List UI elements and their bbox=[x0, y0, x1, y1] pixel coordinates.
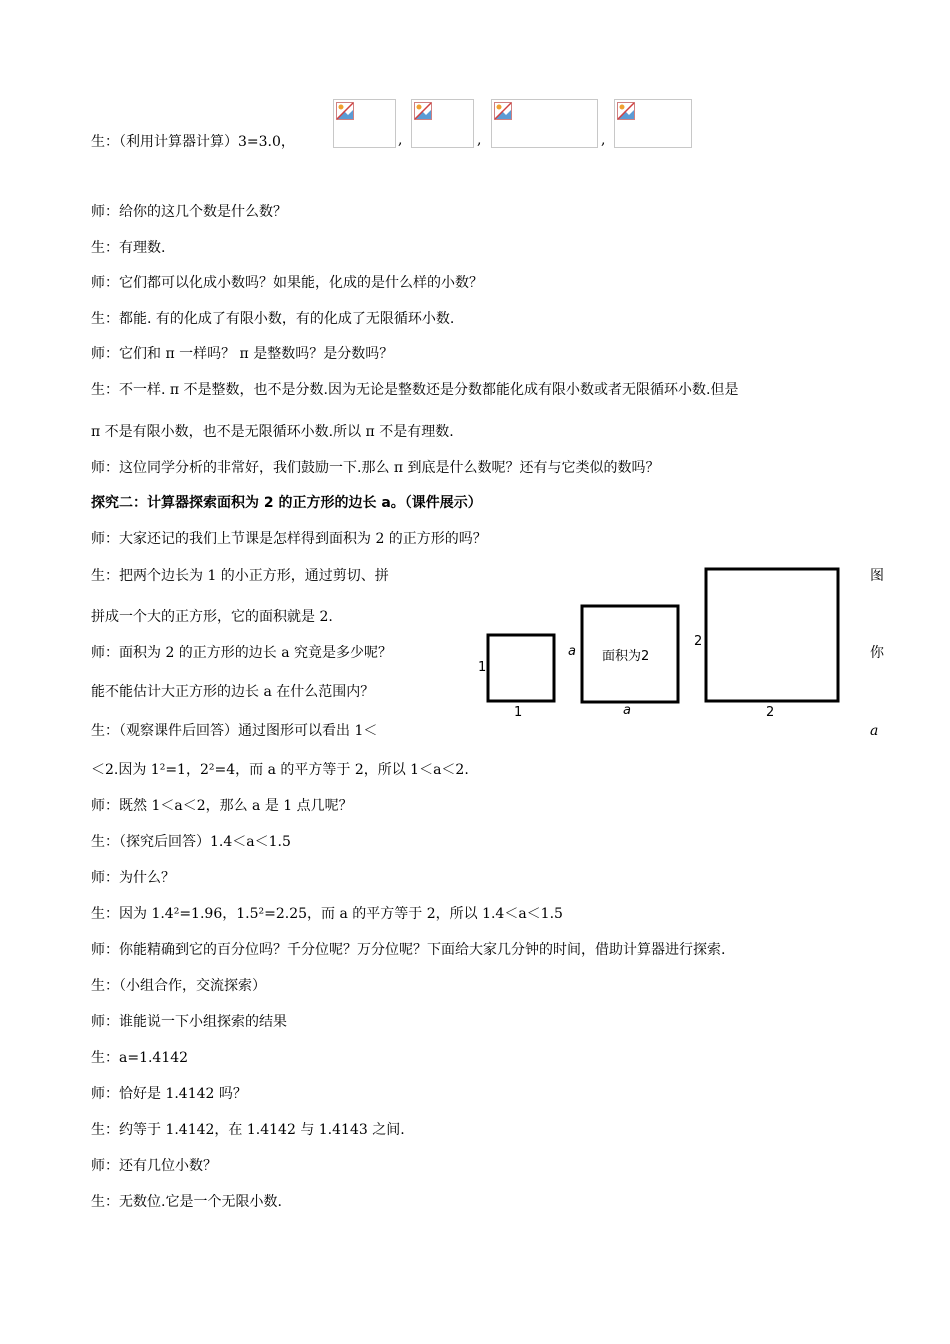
text-line-6: 师：它们和 π 一样吗？ π 是整数吗？是分数吗？ bbox=[91, 346, 394, 362]
squares-figure bbox=[476, 563, 876, 723]
image-placeholder-1 bbox=[333, 99, 396, 148]
square-3-bottom-label: 2 bbox=[766, 705, 775, 720]
square-2-side-label: a bbox=[568, 644, 576, 659]
section-heading: 探究二：计算器探索面积为 2 的正方形的边长 a。（课件展示） bbox=[91, 495, 482, 511]
broken-image-icon bbox=[336, 102, 354, 120]
text-line-8: π 不是有限小数，也不是无限循环小数.所以 π 不是有理数. bbox=[91, 424, 454, 440]
area-label: 面积为2 bbox=[602, 649, 650, 664]
image-placeholder-3 bbox=[491, 99, 598, 148]
text-line-3: 生：有理数. bbox=[91, 240, 166, 256]
text-line-24: 师：谁能说一下小组探索的结果 bbox=[91, 1014, 287, 1030]
text-line-12-tail: 图 bbox=[870, 568, 884, 584]
text-line-21: 生：因为 1.4²=1.96，1.5²=2.25，而 a 的平方等于 2，所以 1.4＜a＜1.5 bbox=[91, 906, 563, 922]
separator-comma-3: , bbox=[601, 132, 606, 148]
square-3-side-label: 2 bbox=[694, 634, 703, 649]
text-line-29: 生：无数位.它是一个无限小数. bbox=[91, 1194, 282, 1210]
text-line-16: 生：（观察课件后回答）通过图形可以看出 1＜ bbox=[91, 723, 378, 739]
text-line-17: ＜2.因为 1²=1，2²=4，而 a 的平方等于 2，所以 1＜a＜2. bbox=[91, 762, 469, 778]
image-placeholder-2 bbox=[411, 99, 474, 148]
text-line-19: 生：（探究后回答）1.4＜a＜1.5 bbox=[91, 834, 291, 850]
text-line-4: 师：它们都可以化成小数吗？如果能，化成的是什么样的小数？ bbox=[91, 275, 483, 291]
text-line-18: 师：既然 1＜a＜2，那么 a 是 1 点几呢？ bbox=[91, 798, 353, 814]
text-line-14-tail: 你 bbox=[870, 645, 884, 661]
text-line-22: 师：你能精确到它的百分位吗？千分位呢？万分位呢？下面给大家几分钟的时间，借助计算器进行探索. bbox=[91, 942, 726, 958]
square-2-bottom-label: a bbox=[623, 703, 631, 718]
square-1-side-label: 1 bbox=[478, 660, 487, 675]
square-1-bottom-label: 1 bbox=[514, 705, 523, 720]
text-line-27: 生：约等于 1.4142，在 1.4142 与 1.4143 之间. bbox=[91, 1122, 405, 1138]
text-line-2: 师：给你的这几个数是什么数？ bbox=[91, 204, 287, 220]
text-line-23: 生：（小组合作，交流探索） bbox=[91, 978, 266, 994]
text-line-11: 师：大家还记的我们上节课是怎样得到面积为 2 的正方形的吗？ bbox=[91, 531, 487, 547]
text-line-5: 生：都能. 有的化成了有限小数，有的化成了无限循环小数. bbox=[91, 311, 455, 327]
text-line-26: 师：恰好是 1.4142 吗？ bbox=[91, 1086, 247, 1102]
square-side-2 bbox=[706, 569, 838, 701]
broken-image-icon bbox=[414, 102, 432, 120]
text-line-20: 师：为什么？ bbox=[91, 870, 175, 886]
text-line-9: 师：这位同学分析的非常好，我们鼓励一下.那么 π 到底是什么数呢？还有与它类似的数吗？ bbox=[91, 460, 660, 476]
image-placeholder-4 bbox=[614, 99, 692, 148]
square-side-1 bbox=[488, 635, 554, 701]
text-line-7: 生：不一样. π 不是整数，也不是分数.因为无论是整数还是分数都能化成有限小数或者无限循环小数.但是 bbox=[91, 382, 739, 398]
text-line-14: 师：面积为 2 的正方形的边长 a 究竟是多少呢？ bbox=[91, 645, 393, 661]
text-line-13: 拼成一个大的正方形，它的面积就是 2. bbox=[91, 609, 333, 625]
broken-image-icon bbox=[617, 102, 635, 120]
separator-comma-1: , bbox=[398, 132, 403, 148]
text-line-12: 生：把两个边长为 1 的小正方形，通过剪切、拼 bbox=[91, 568, 389, 584]
text-line-1: 生：（利用计算器计算）3=3.0， bbox=[91, 134, 295, 150]
text-line-16-tail: a bbox=[870, 723, 879, 739]
text-line-15: 能不能估计大正方形的边长 a 在什么范围内？ bbox=[91, 684, 375, 700]
text-line-25: 生：a=1.4142 bbox=[91, 1050, 189, 1066]
text-line-28: 师：还有几位小数？ bbox=[91, 1158, 217, 1174]
separator-comma-2: , bbox=[477, 132, 482, 148]
broken-image-icon bbox=[494, 102, 512, 120]
